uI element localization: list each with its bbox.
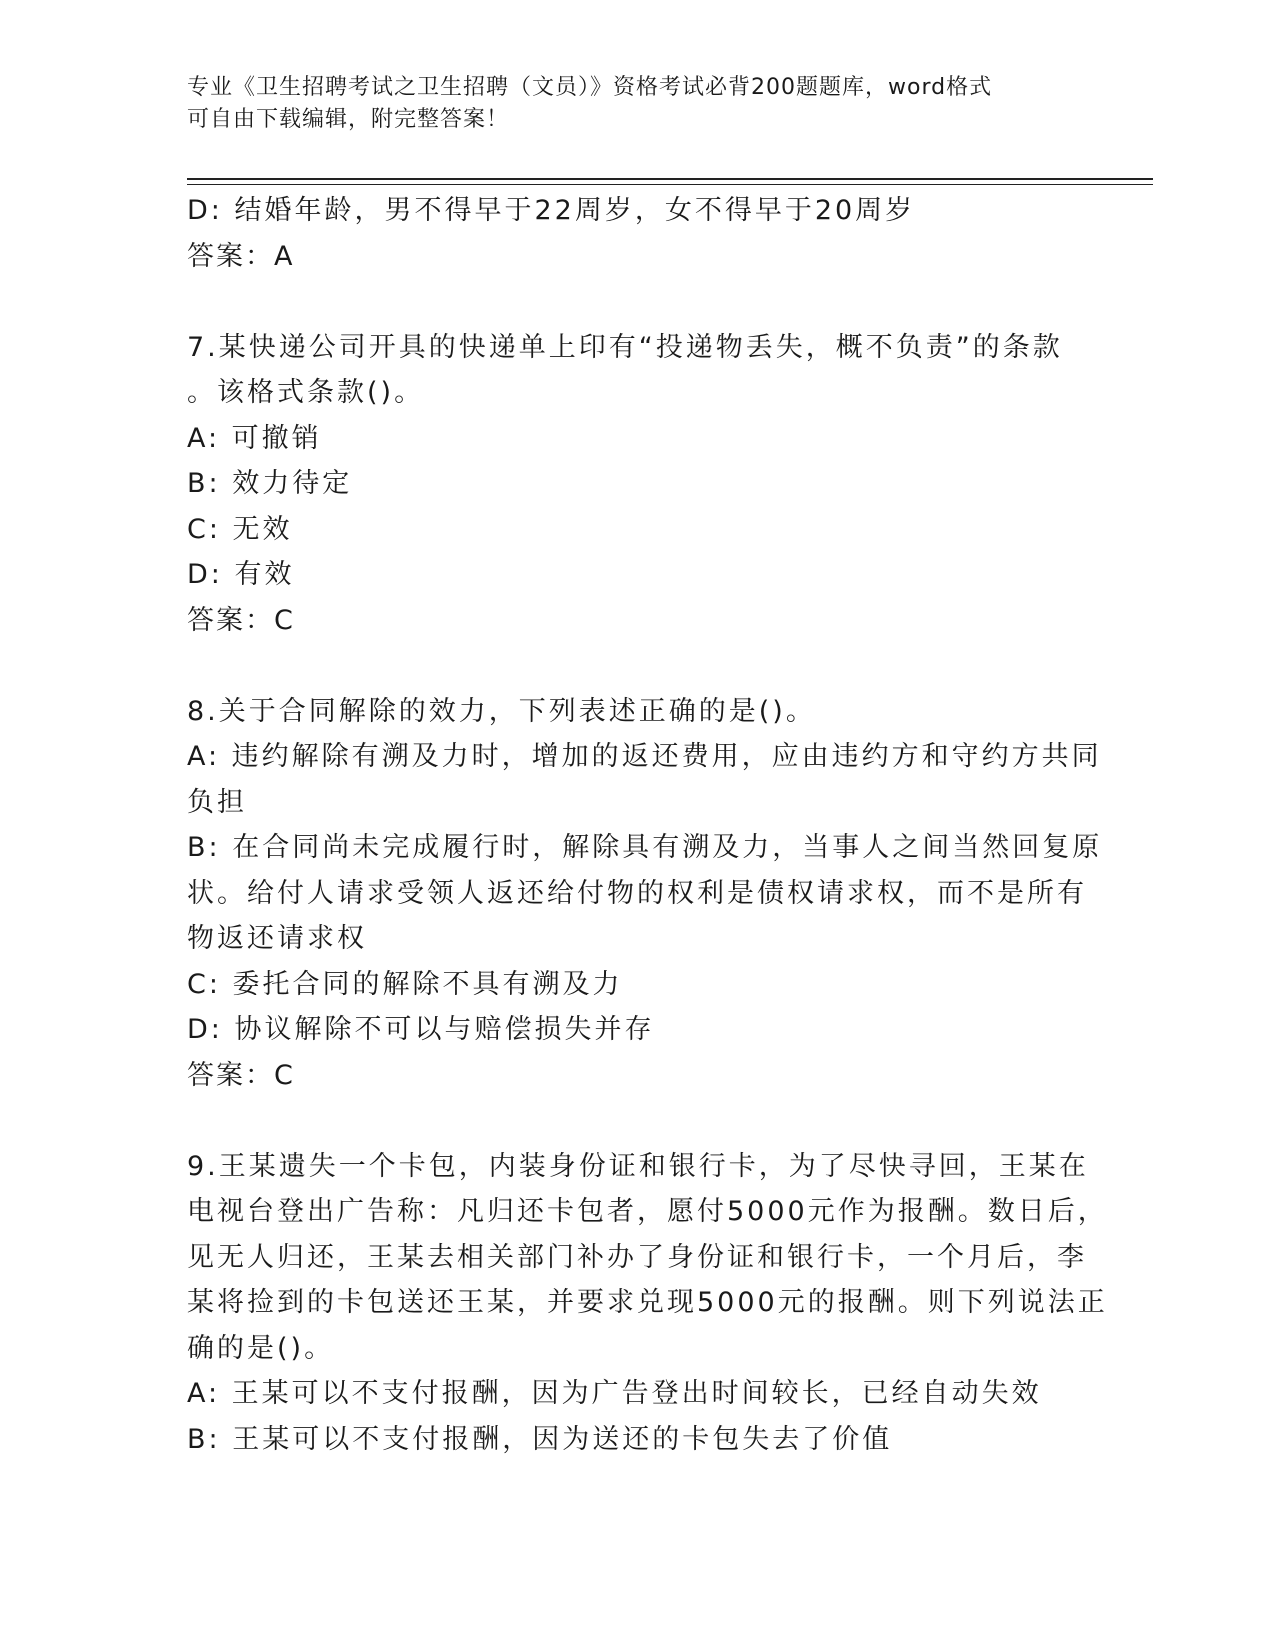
q9-stem-line-4: 某将捡到的卡包送还王某，并要求兑现5000元的报酬。则下列说法正	[187, 1287, 1108, 1318]
spacer	[187, 643, 1087, 689]
q8-option-d: D: 协议解除不可以与赔偿损失并存	[187, 1014, 655, 1045]
q9-option-a: A: 王某可以不支付报酬，因为广告登出时间较长，已经自动失效	[187, 1378, 1042, 1409]
spacer	[187, 1098, 1087, 1144]
q8-option-b-line-2: 状。给付人请求受领人返还给付物的权利是债权请求权，而不是所有	[187, 877, 1087, 909]
q7-stem-line-2: 。该格式条款()。	[187, 377, 425, 408]
q8-option-c: C: 委托合同的解除不具有溯及力	[187, 968, 623, 1000]
q9-stem-line-2: 电视台登出广告称：凡归还卡包者，愿付5000元作为报酬。数日后，	[187, 1196, 1108, 1227]
q8-answer: 答案：C	[187, 1059, 295, 1091]
q8-option-a-line-1: A: 违约解除有溯及力时，增加的返还费用，应由违约方和守约方共同	[187, 741, 1102, 772]
prev-option-d: D: 结婚年龄，男不得早于22周岁，女不得早于20周岁	[187, 195, 916, 226]
q9-option-b: B: 王某可以不支付报酬，因为送还的卡包失去了价值	[187, 1423, 893, 1455]
q8-option-b-line-3: 物返还请求权	[187, 923, 367, 954]
q7-option-d: D: 有效	[187, 559, 295, 590]
q8-stem: 8.关于合同解除的效力，下列表述正确的是()。	[187, 695, 816, 727]
q9-stem-line-5: 确的是()。	[187, 1332, 335, 1364]
header-line-1: 专业《卫生招聘考试之卫生招聘（文员）》资格考试必背200题题库，word格式	[187, 75, 993, 100]
header-divider	[187, 178, 1153, 185]
question-content	[187, 188, 1108, 1462]
q7-stem-line-1: 7.某快递公司开具的快递单上印有“投递物丢失，概不负责”的条款	[187, 331, 1063, 363]
q7-option-a: A: 可撤销	[187, 422, 322, 454]
prev-answer: 答案：A	[187, 240, 295, 272]
q8-option-b-line-1: B: 在合同尚未完成履行时，解除具有溯及力，当事人之间当然回复原	[187, 832, 1103, 863]
q7-answer: 答案：C	[187, 604, 295, 636]
spacer	[187, 279, 1087, 325]
q7-option-b: B: 效力待定	[187, 468, 353, 499]
q8-option-a-line-2: 负担	[187, 786, 247, 818]
header-line-2: 可自由下载编辑，附完整答案！	[187, 107, 510, 132]
q9-stem-line-1: 9.王某遗失一个卡包，内装身份证和银行卡，为了尽快寻回，王某在	[187, 1150, 1089, 1182]
q7-option-c: C: 无效	[187, 513, 293, 545]
document-header	[187, 72, 1067, 136]
q9-stem-line-3: 见无人归还，王某去相关部门补办了身份证和银行卡，一个月后，李	[187, 1241, 1087, 1273]
